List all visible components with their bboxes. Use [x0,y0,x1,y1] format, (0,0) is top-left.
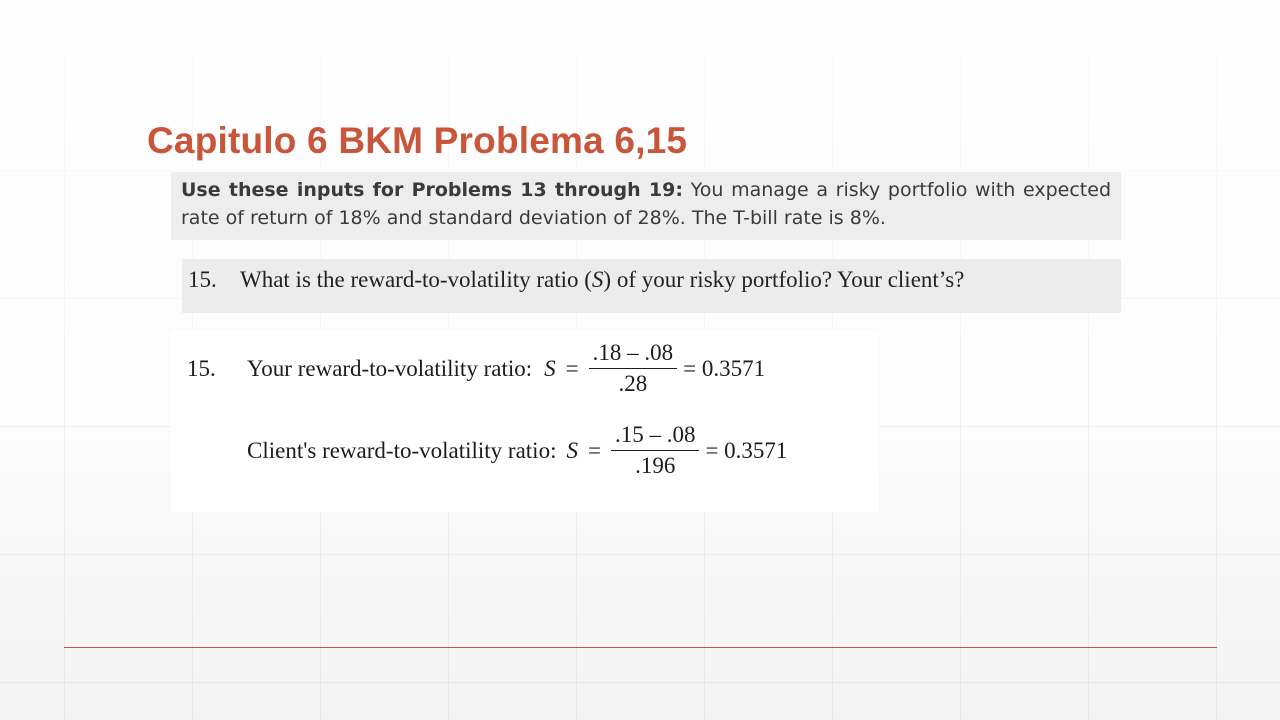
answer-row-client [247,420,787,481]
question-symbol: S [591,267,604,292]
answer-symbol: S [544,355,556,381]
fraction-denominator: .28 [618,371,648,396]
answer-fraction [611,420,700,481]
footer-divider [64,647,1217,648]
fraction-denominator: .196 [635,453,676,478]
slide-title: Capitulo 6 BKM Problema 6,15 [147,120,688,161]
answer-equals: = [587,437,601,463]
answer-label: Client's reward-to-volatility ratio: [247,437,557,463]
answer-result: = 0.3571 [705,437,788,463]
inputs-lead: Use these inputs for Problems 13 through 19: [181,179,683,201]
question-text: What is the reward-to-volatility ratio ( [240,267,592,292]
fraction-numerator: .18 – .08 [589,338,678,369]
answer-box [171,330,879,512]
answer-label: Your reward-to-volatility ratio: [247,355,533,381]
problem-inputs-box [171,172,1121,240]
fraction-numerator: .15 – .08 [611,420,700,451]
question-number: 15. [188,267,217,292]
question-text-after: ) of your risky portfolio? Your client’s? [603,267,965,292]
answer-result: = 0.3571 [683,355,766,381]
question-box [182,259,1121,313]
inputs-text: You manage a risky portfolio with expected rate of return of 18% and standard deviation of 28%. The T-bill rate is 8%. [181,179,1112,229]
answer-row-yours [187,338,765,399]
answer-symbol: S [566,437,578,463]
answer-fraction [589,338,678,399]
answer-number: 15. [187,355,216,381]
answer-equals: = [565,355,579,381]
